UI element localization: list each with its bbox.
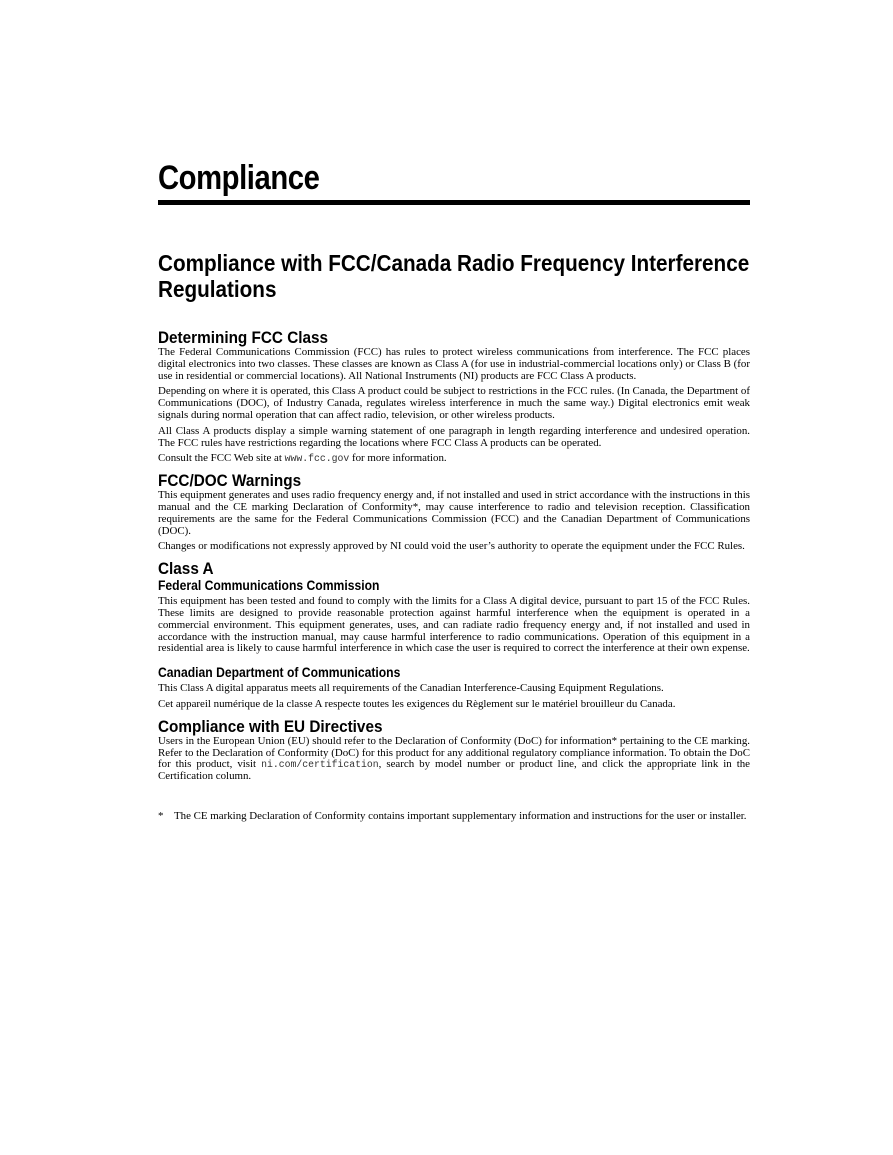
- class-a-heading: Class A: [158, 559, 214, 579]
- eu-directives-heading: Compliance with EU Directives: [158, 716, 383, 736]
- eu-text-end: , search by model number or product line, and click the appropriate link in the Certification column.: [158, 758, 750, 783]
- eu-text: Users in the European Union (EU) should refer to the Declaration of Conformity (DoC) for information* pertaining to the CE marking. Refer to the Declaration of Conformity (DoC) for this product for any additional regulatory compliance information. To obtain the DoC for this product, visit: [158, 734, 750, 771]
- canadian-paragraph-2: Cet appareil numérique de la classe A respecte toutes les exigences du Règlement sur le matériel brouilleur du Canada.: [158, 697, 676, 710]
- fcc-doc-warnings-heading: FCC/DOC Warnings: [158, 471, 302, 491]
- determining-paragraph-3: All Class A products display a simple warning statement of one paragraph in length regarding interference and undesired operation. The FCC rules have restrictions regarding the locations where FCC Class A products can be operated.: [158, 424, 750, 449]
- eu-paragraph: [158, 736, 750, 783]
- determining-paragraph-2: Depending on where it is operated, this Class A product could be subject to restrictions in the FCC rules. (In Canada, the Department of Communications (DOC), of Industry Canada, regulates wireless interference in much the same way.) Digital electronics emit weak signals during normal operation that can affect radio, television, or other wireless products.: [158, 385, 750, 421]
- fcc-commission-heading: Federal Communications Commission: [158, 578, 380, 594]
- consult-text-end: for more information.: [349, 452, 447, 465]
- certification-link[interactable]: ni.com/certification: [261, 759, 379, 771]
- canadian-paragraph-1: This Class A digital apparatus meets all requirements of the Canadian Interference-Causing Equipment Regulations.: [158, 682, 664, 695]
- page-title: Compliance: [158, 159, 320, 197]
- fcc-commission-paragraph: This equipment has been tested and found to comply with the limits for a Class A digital device, pursuant to part 15 of the FCC Rules. These limits are designed to provide reasonable protection against harmful interference when the equipment is operated in a commercial environment. This equipment generates, uses, and can radiate radio frequency energy and, if not installed and used in accordance with the instruction manual, may cause harmful interference to radio communications. Operation of this equipment in a residential area is likely to cause harmful interference in which case the user is required to correct the interference at their own expense.: [158, 595, 750, 655]
- fcc-section-heading: Compliance with FCC/Canada Radio Frequency Interference Regulations: [158, 250, 750, 302]
- warnings-paragraph-2: Changes or modifications not expressly approved by NI could void the user’s authority to operate the equipment under the FCC Rules.: [158, 540, 745, 553]
- determining-paragraph-1: The Federal Communications Commission (FCC) has rules to protect wireless communications from interference. The FCC places digital electronics into two classes. These classes are known as Class A (for use in industrial-commercial locations only) or Class B (for use in residential or commercial locations). All National Instruments (NI) products are FCC Class A products.: [158, 346, 750, 382]
- determining-fcc-class-heading: Determining FCC Class: [158, 328, 329, 347]
- determining-paragraph-4: [158, 453, 750, 465]
- footnote-text: The CE marking Declaration of Conformity contains important supplementary information and instructions for the user or installer.: [174, 809, 747, 822]
- fcc-website-link[interactable]: www.fcc.gov: [284, 453, 350, 465]
- consult-text: Consult the FCC Web site at: [158, 452, 285, 465]
- title-rule: [158, 200, 750, 205]
- canadian-doc-heading: Canadian Department of Communications: [158, 665, 401, 681]
- warnings-paragraph-1: This equipment generates and uses radio frequency energy and, if not installed and used in strict accordance with the instructions in this manual and the CE marking Declaration of Conformity*, may cause interference to radio and television reception. Classification requirements are the same for the Federal Communications Commission (FCC) and the Canadian Department of Communications (DOC).: [158, 489, 750, 537]
- footnote: [158, 811, 750, 823]
- footnote-mark: *: [158, 809, 164, 822]
- page-content: [158, 158, 750, 823]
